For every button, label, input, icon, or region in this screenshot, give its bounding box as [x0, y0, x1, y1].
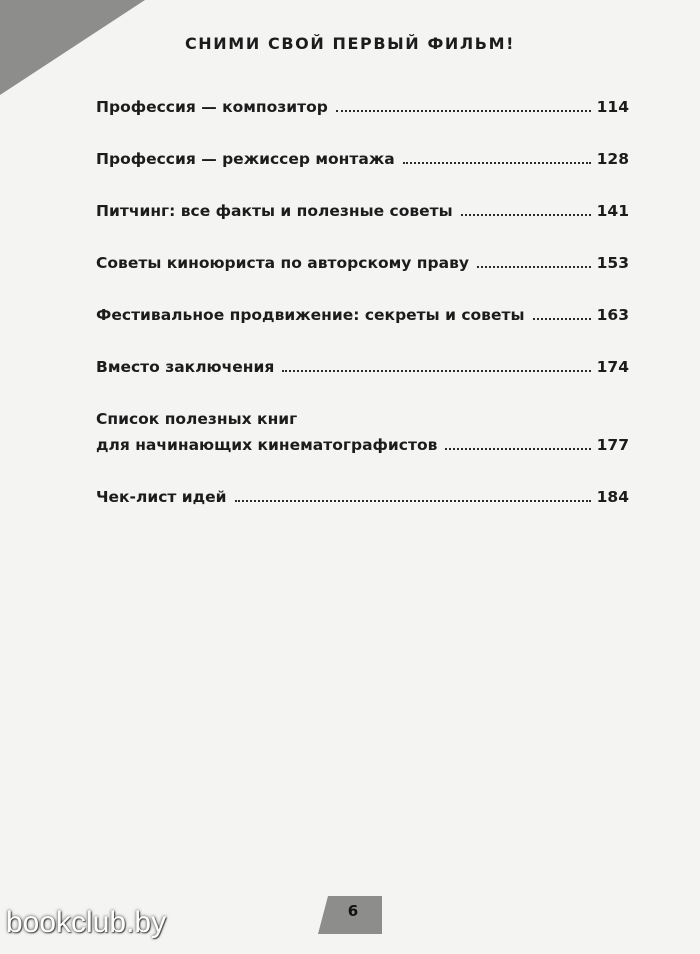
- toc-entry: [96, 198, 629, 224]
- toc-entry: [96, 146, 629, 172]
- toc-entry-page: 141: [596, 202, 629, 220]
- page-number: 6: [347, 902, 359, 920]
- toc-entry: [96, 406, 629, 458]
- dot-leader: [235, 500, 591, 502]
- dot-leader: [336, 110, 591, 112]
- toc-entry-title: Вместо заключения: [96, 358, 275, 376]
- toc-entry: [96, 250, 629, 276]
- toc-entry-title: Фестивальное продвижение: секреты и советы: [96, 306, 525, 324]
- toc-entry-page: 184: [596, 488, 629, 506]
- toc-entry-page: 163: [596, 306, 629, 324]
- dot-leader: [282, 370, 590, 372]
- dot-leader: [403, 162, 591, 164]
- toc-entry: [96, 484, 629, 510]
- toc-entry-title: Питчинг: все факты и полезные советы: [96, 202, 453, 220]
- toc-entry-page: 153: [596, 254, 629, 272]
- toc-entry-title: Чек-лист идей: [96, 488, 227, 506]
- toc-entry: [96, 302, 629, 328]
- toc-entry-title: Профессия — композитор: [96, 98, 328, 116]
- toc-entry: [96, 354, 629, 380]
- toc-entry-page: 174: [596, 358, 629, 376]
- toc-entry-title: Список полезных книг для начинающих кинематографистов: [96, 410, 438, 454]
- toc-entry-page: 177: [596, 436, 629, 454]
- toc-entry-title: Советы киноюриста по авторскому праву: [96, 254, 469, 272]
- dot-leader: [461, 214, 591, 216]
- watermark: bookclub.by: [6, 906, 167, 939]
- dot-leader: [533, 318, 591, 320]
- dot-leader: [445, 448, 590, 450]
- toc-entry-title: Профессия — режиссер монтажа: [96, 150, 395, 168]
- running-header: СНИМИ СВОЙ ПЕРВЫЙ ФИЛЬМ!: [184, 34, 516, 53]
- dot-leader: [477, 266, 591, 268]
- table-of-contents: [96, 94, 629, 536]
- toc-entry-page: 114: [596, 98, 629, 116]
- toc-entry-page: 128: [596, 150, 629, 168]
- toc-entry: [96, 94, 629, 120]
